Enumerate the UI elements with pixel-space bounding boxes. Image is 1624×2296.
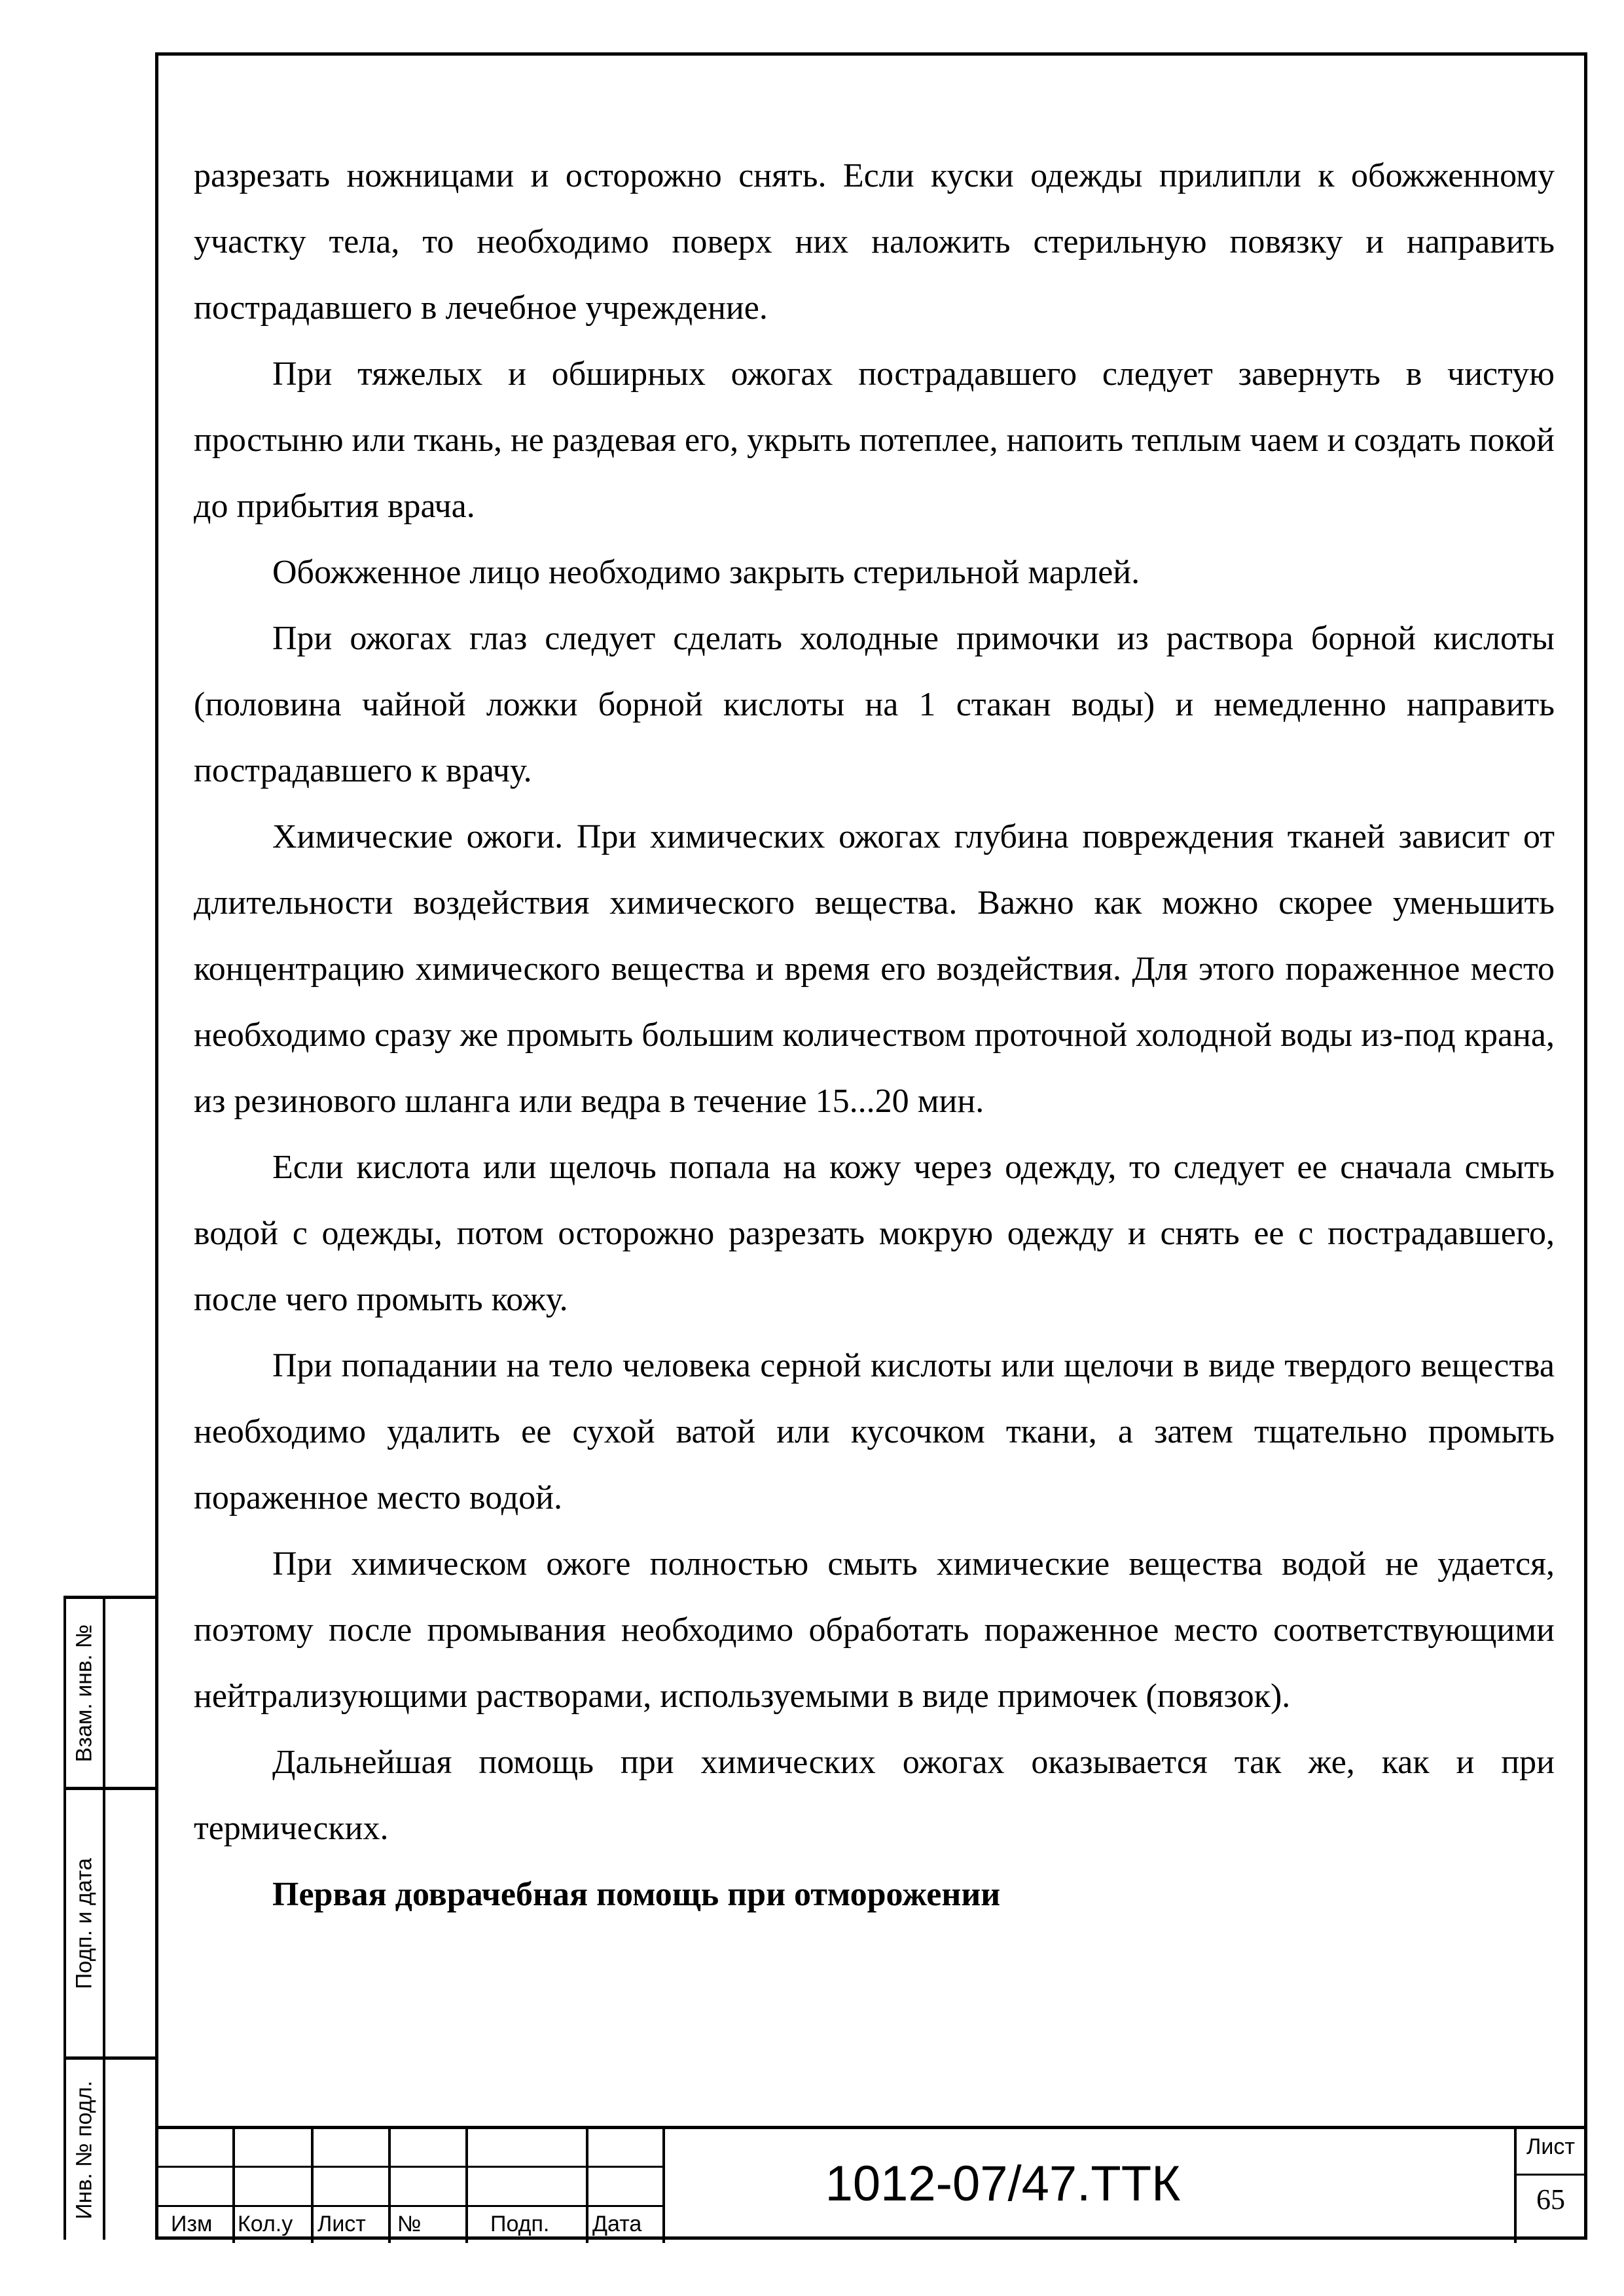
sheet-label: Лист [1526,2134,1575,2159]
sheet-number: 65 [1536,2183,1565,2215]
side-label-inv-podl: Инв. № подл. [71,2080,97,2219]
document-body [194,143,1555,1928]
document-code: 1012-07/47.ТТК [825,2156,1181,2212]
title-block-col-line [311,2129,314,2243]
paragraph: разрезать ножницами и осторожно снять. Если куски одежды прилипли к обожженному участку тела, то необходимо поверх них наложить стерильную повязку и направить пострадавшего в лечебное учреждение. [194,157,1555,327]
paragraph: Химические ожоги. При химических ожогах глубина повреждения тканей зависит от длительности воздействия химического вещества. Важно как можно скорее уменьшить концентрацию химического вещества и время его воздействия. Для этого пораженное место необходимо сразу же промыть большим количеством проточной холодной воды из-под крана, из резинового шланга или ведра в течение 15...20 мин. [194,818,1555,1120]
side-stamp [63,1596,155,2240]
title-block [155,2126,1587,2240]
paragraph: Обожженное лицо необходимо закрыть стерильной марлей. [272,554,1140,591]
paragraph: Если кислота или щелочь попала на кожу через одежду, то следует ее сначала смыть водой с одежды, потом осторожно разрезать мокрую одежду и снять ее с пострадавшего, после чего промыть кожу. [194,1149,1555,1318]
title-block-sheet-line [1514,2174,1587,2176]
title-block-col-line [388,2129,391,2243]
title-block-col-line [662,2129,665,2243]
title-block-col-line [465,2129,468,2243]
title-block-col-list: Лист [317,2212,366,2236]
paragraph: При попадании на тело человека серной кислоты или щелочи в виде твердого вещества необходимо удалить ее сухой ватой или кусочком ткани, а затем тщательно промыть пораженное место водой. [194,1347,1555,1516]
side-cell-inv-podl [63,2056,155,2240]
paragraph: При ожогах глаз следует сделать холодные примочки из раствора борной кислоты (половина чайной ложки борной кислоты на 1 стакан воды) и немедленно направить пострадавшего к врачу. [194,620,1555,789]
title-block-col-line [586,2129,588,2243]
title-block-col-kol: Кол.у [238,2212,293,2236]
title-block-col-data: Дата [592,2212,642,2236]
side-label-zam-inv: Взам. инв. № [71,1624,97,1762]
side-label-podp-data: Подп. и дата [71,1857,97,1989]
title-block-col-num: № [397,2212,422,2236]
section-heading: Первая доврачебная помощь при отморожении [272,1876,1001,1913]
side-cell-podp-data [63,1787,155,2056]
paragraph: При тяжелых и обширных ожогах пострадавшего следует завернуть в чистую простыню или ткань, не раздевая его, укрыть потеплее, напоить теплым чаем и создать покой до прибытия врача. [194,355,1555,525]
title-block-col-izm: Изм [171,2212,213,2236]
paragraph: Дальнейшая помощь при химических ожогах оказывается так же, как и при термических. [194,1744,1555,1847]
title-block-col-podp: Подп. [490,2212,550,2236]
title-block-col-line [232,2129,235,2243]
side-cell-zam-inv [63,1596,155,1787]
paragraph: При химическом ожоге полностью смыть химические вещества водой не удается, поэтому после промывания необходимо обработать пораженное место соответствующими нейтрализующими растворами, используемыми в виде примочек (повязок). [194,1545,1555,1715]
